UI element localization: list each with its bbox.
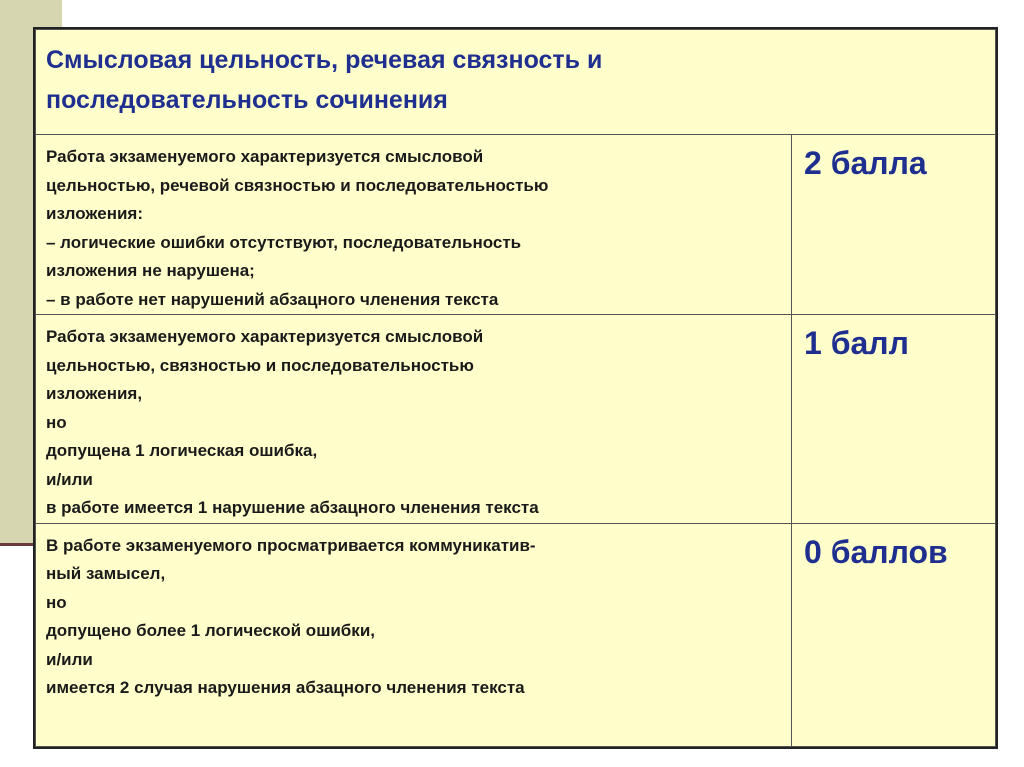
score-cell [792, 315, 996, 524]
criteria-text: Работа экзаменуемого характеризуется смысловой цельностью, речевой связностью и последовательностью изложения: – логические ошибки отсутствуют, последовательность изложения не нарушена; – в работе нет нарушений абзацного членения текста [46, 147, 549, 309]
score-value: 2 балла [804, 145, 927, 181]
table-header-cell [36, 30, 996, 135]
criteria-table [33, 27, 998, 749]
score-cell [792, 523, 996, 747]
criteria-text: Работа экзаменуемого характеризуется смысловой цельностью, связностью и последовательностью изложения, но допущена 1 логическая ошибка, и/или в работе имеется 1 нарушение абзацного членения текста [46, 327, 539, 517]
score-cell [792, 135, 996, 315]
table-row [36, 315, 996, 524]
table-row [36, 135, 996, 315]
score-value: 1 балл [804, 325, 909, 361]
criteria-text: В работе экзаменуемого просматривается коммуникатив- ный замысел, но допущено более 1 логической ошибки, и/или имеется 2 случая нарушения абзацного членения текста [46, 535, 536, 697]
criteria-cell [36, 135, 792, 315]
criteria-cell [36, 523, 792, 747]
table-row [36, 523, 996, 747]
score-value: 0 баллов [804, 533, 948, 570]
criteria-cell [36, 315, 792, 524]
table-title: Смысловая цельность, речевая связность и последовательность сочинения [46, 46, 603, 114]
